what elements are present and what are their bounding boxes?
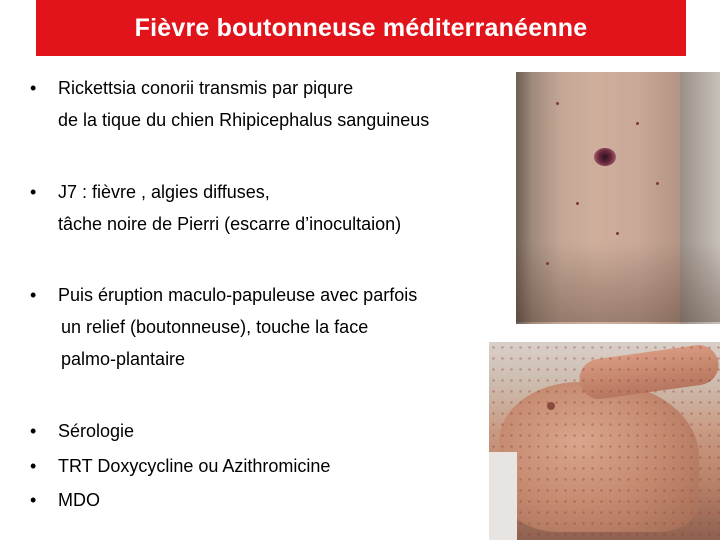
slide-title-bar [36,0,686,56]
bullet-line: de la tique du chien Rhipicephalus sanguineus [58,110,430,130]
bullet-dot-icon: • [30,421,37,441]
bullet-item [30,176,401,240]
bullet-line: TRT Doxycycline ou Azithromicine [58,456,331,476]
bullet-line: tâche noire de Pierri (escarre d’inocultaion) [58,214,402,234]
bullet-line: J7 : fièvre , algies diffuses, [58,182,270,202]
bullet-item [30,415,134,447]
bullet-item [30,72,429,136]
bullet-item [30,279,417,375]
bullet-line: Puis éruption maculo-papuleuse avec parfois [58,285,418,305]
bullet-line: un relief (boutonneuse), touche la face [61,317,369,337]
bullet-dot-icon: • [30,182,37,202]
bullet-dot-icon: • [30,78,37,98]
bullet-dot-icon: • [30,490,37,510]
bullet-item [30,450,330,482]
bullet-line: palmo-plantaire [61,349,186,369]
chest-rash-photo [489,342,720,540]
bullet-item [30,484,100,516]
bullet-dot-icon: • [30,285,37,305]
leg-lesion-photo [516,72,720,324]
bullet-line: Sérologie [58,421,135,441]
slide-title: Fièvre boutonneuse méditerranéenne [134,13,588,42]
bullet-line: Rickettsia conorii transmis par piqure [58,78,354,98]
bullet-line: MDO [58,490,100,510]
bullet-dot-icon: • [30,456,37,476]
eschar-mark [594,148,616,166]
